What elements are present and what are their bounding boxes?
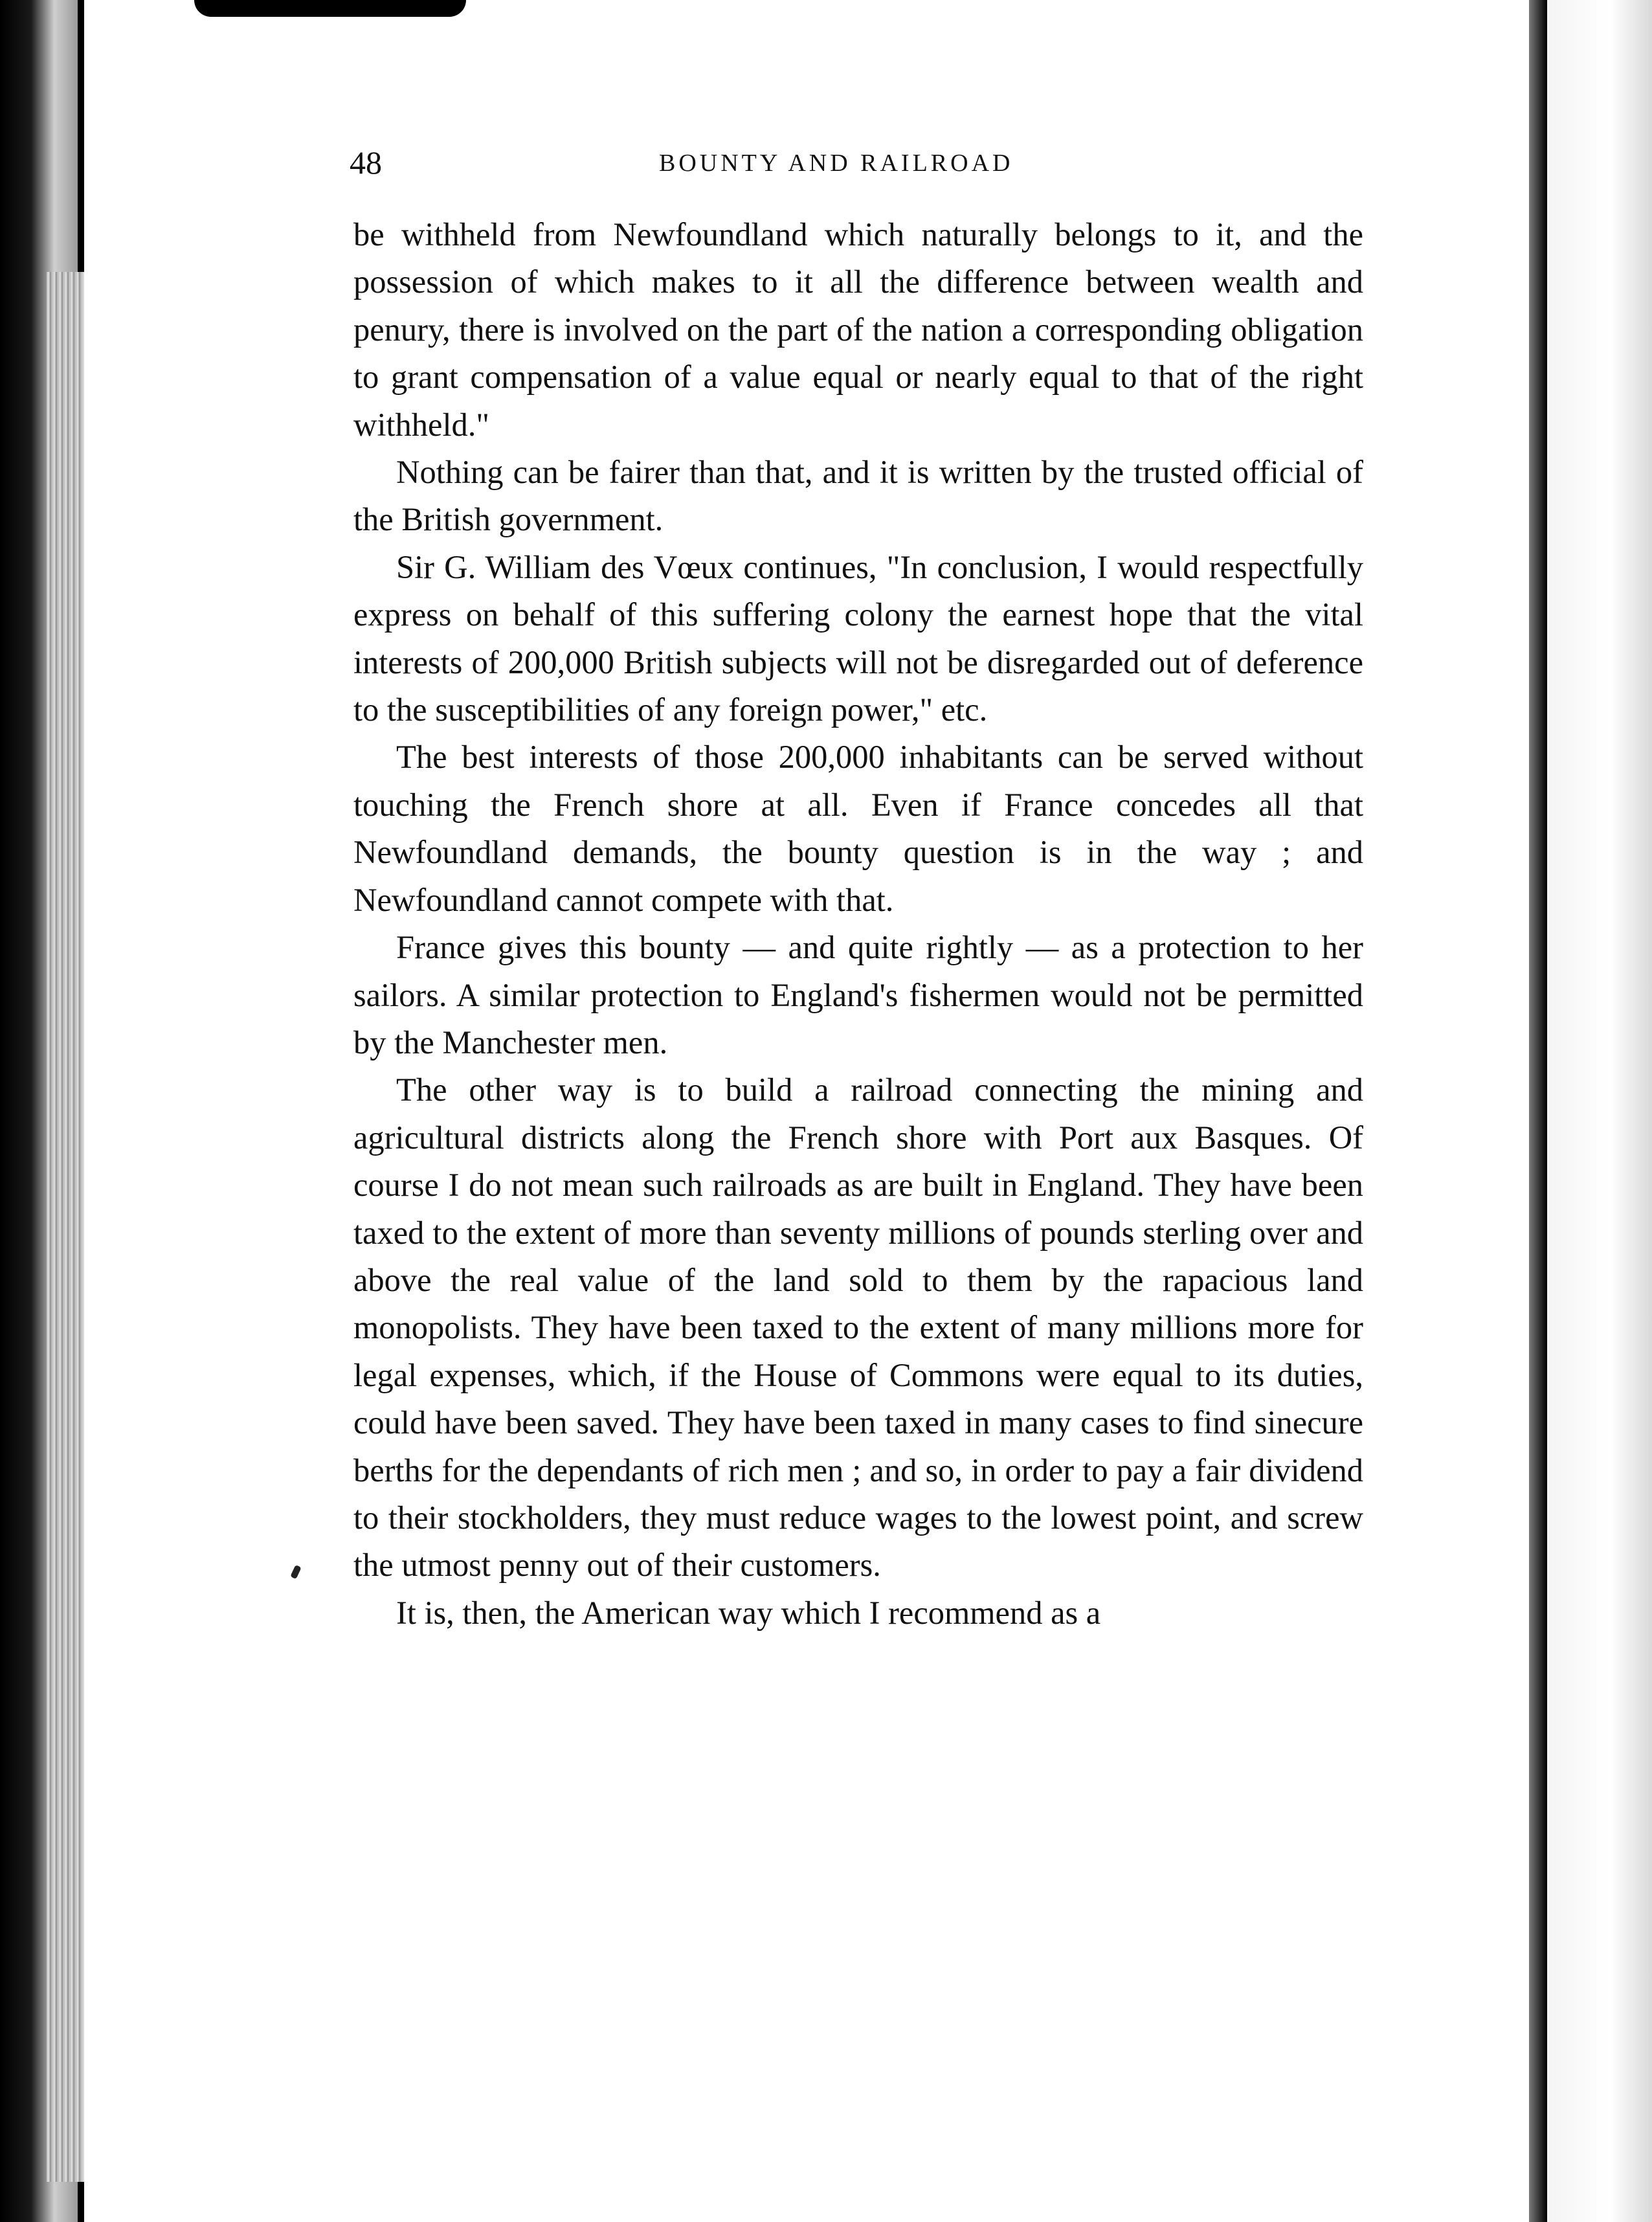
paragraph: The best interests of those 200,000 inhabitants can be served without touching the French shore at all. Even if France concedes all that Newfoundland demands, the bounty question is in the way ; and Newfoundland cannot compete with that.	[353, 739, 1363, 918]
paragraph: It is, then, the American way which I recommend as a	[396, 1594, 1101, 1631]
paragraph: Sir G. William des Vœux continues, "In conclusion, I would respectfully express on behalf of this suffering colony the earnest hope that the vital interests of 200,000 British subjects will not be disregarded out of deference to the susceptibilities of any foreign power," etc.	[353, 548, 1363, 728]
facing-page-edge	[1547, 0, 1652, 2222]
running-title: BOUNTY AND RAILROAD	[659, 150, 1014, 177]
paragraph: be withheld from Newfoundland which naturally belongs to it, and the possession of which makes to it all the difference between wealth and penury, there is involved on the part of the nation a corresponding obligation to grant compensation of a value equal or nearly equal to that of the right withheld."	[353, 216, 1363, 443]
book-gutter	[1529, 0, 1547, 2222]
paragraph: Nothing can be fairer than that, and it is written by the trusted official of the British government.	[353, 454, 1363, 538]
paragraph: The other way is to build a railroad connecting the mining and agricultural districts along the French shore with Port aux Basques. Of course I do not mean such railroads as are built in England. They have been taxed to the extent of more than seventy millions of pounds sterling over and above the real value of the land sold to them by the rapacious land monopolists. They have been taxed to the extent of many millions more for legal expenses, which, if the House of Commons were equal to its duties, could have been saved. They have been taxed in many cases to find sinecure berths for the dependants of rich men ; and so, in order to pay a fair dividend to their stockholders, they must reduce wages to the lowest point, and screw the utmost penny out of their customers.	[353, 1072, 1363, 1584]
body-text	[353, 211, 1363, 1637]
paragraph: France gives this bounty — and quite rightly — as a protection to her sailors. A similar protection to England's fishermen would not be permitted by the Manchester men.	[353, 929, 1363, 1060]
page-header	[350, 144, 1398, 183]
page-number: 48	[350, 144, 382, 181]
binding-shadow	[194, 0, 466, 17]
